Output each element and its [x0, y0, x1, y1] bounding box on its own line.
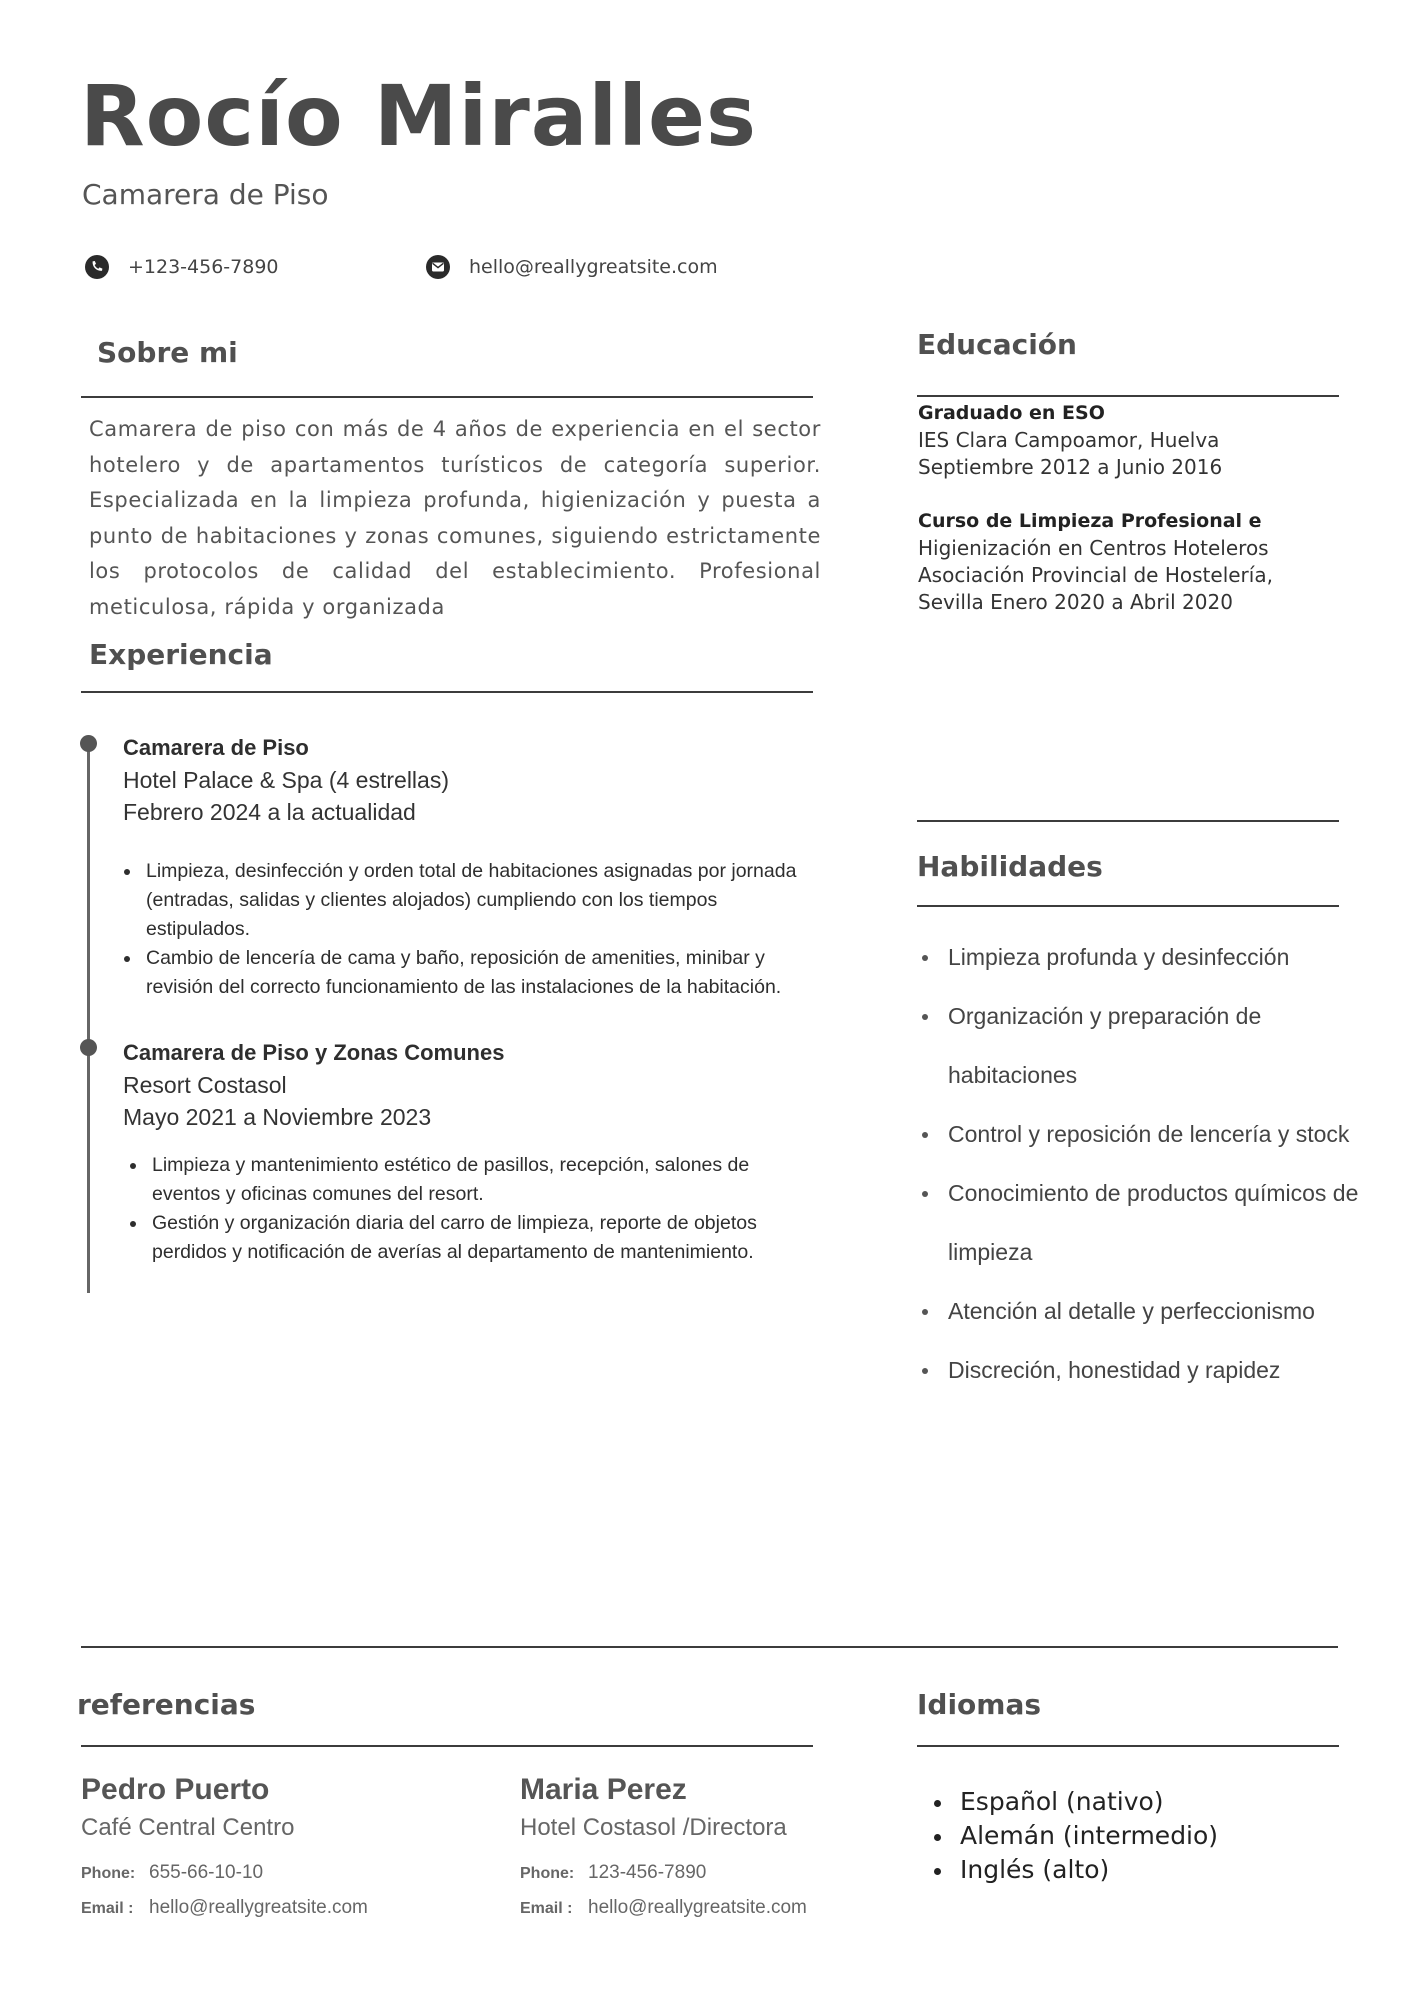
contact-email [425, 254, 718, 280]
education-item [918, 400, 1338, 481]
phone-number[interactable]: +123-456-7890 [128, 256, 279, 278]
reference-phone[interactable]: 655-66-10-10 [149, 1862, 264, 1883]
job-role: Camarera de Piso [82, 178, 329, 211]
languages-heading: Idiomas [917, 1688, 1042, 1721]
job-duties [128, 1151, 818, 1267]
education-line: Sevilla Enero 2020 a Abril 2020 [918, 590, 1233, 614]
education-line: IES Clara Campoamor, Huelva [918, 428, 1220, 452]
reference-org: Café Central Centro [81, 1814, 295, 1841]
experience-heading: Experiencia [89, 638, 273, 671]
language-item: Inglés (alto) [932, 1853, 1218, 1887]
references-heading: referencias [77, 1688, 256, 1721]
education-heading: Educación [917, 328, 1077, 361]
reference-name: Pedro Puerto [81, 1773, 270, 1806]
job-title: Camarera de Piso y Zonas Comunes [123, 1040, 505, 1065]
education-title: Curso de Limpieza Profesional e [918, 510, 1262, 532]
contact-phone [84, 254, 279, 280]
email-address[interactable]: hello@reallygreatsite.com [469, 256, 718, 278]
job-company: Resort Costasol [123, 1072, 287, 1098]
reference-phone-row [520, 1862, 706, 1884]
skill-item: Organización y preparación de habitaciones [920, 987, 1290, 1105]
candidate-name: Rocío Miralles [80, 67, 757, 165]
reference-phone[interactable]: 123-456-7890 [588, 1862, 707, 1883]
timeline-dot [80, 1039, 97, 1056]
skills-top-divider [917, 820, 1339, 822]
list-item: Limpieza, desinfección y orden total de habitaciones asignadas por jornada (entradas, salidas y clientes alojados) cumpliendo con los tiempos estipulados. [122, 857, 812, 944]
skill-item: Control y reposición de lencería y stock [920, 1105, 1390, 1164]
reference-email-row [81, 1897, 368, 1919]
about-divider [81, 396, 813, 398]
skill-item: Conocimiento de productos químicos de limpieza [920, 1164, 1370, 1282]
language-item: Español (nativo) [932, 1785, 1218, 1819]
phone-label: Phone: [81, 1865, 136, 1882]
languages-list [932, 1785, 1218, 1887]
job-company: Hotel Palace & Spa (4 estrellas) [123, 767, 449, 793]
education-line: Higienización en Centros Hoteleros [918, 536, 1269, 560]
education-divider [917, 395, 1339, 397]
reference-name: Maria Perez [520, 1773, 687, 1806]
list-item: Cambio de lencería de cama y baño, reposición de amenities, minibar y revisión del correcto funcionamiento de las instalaciones de la habitación. [122, 944, 812, 1002]
list-item: Gestión y organización diaria del carro de limpieza, reporte de objetos perdidos y notificación de averías al departamento de mantenimiento. [128, 1209, 818, 1267]
job-period: Febrero 2024 a la actualidad [123, 799, 416, 825]
skills-heading: Habilidades [917, 850, 1103, 883]
reference-org: Hotel Costasol /Directora [520, 1814, 787, 1841]
job-period: Mayo 2021 a Noviembre 2023 [123, 1104, 432, 1130]
reference-email[interactable]: hello@reallygreatsite.com [588, 1897, 807, 1918]
skill-item: Atención al detalle y perfeccionismo [920, 1282, 1390, 1341]
skill-item: Discreción, honestidad y rapidez [920, 1341, 1390, 1400]
about-heading: Sobre mi [97, 336, 238, 369]
education-line: Asociación Provincial de Hostelería, [918, 563, 1273, 587]
reference-email[interactable]: hello@reallygreatsite.com [149, 1897, 368, 1918]
about-text: Camarera de piso con más de 4 años de experiencia en el sector hotelero y de apartamentos turísticos de categoría superior. Especializada en la limpieza profunda, higienización y puesta a punto de habitaciones y zonas comunes, siguiendo estrictamente los protocolos de calidad del establecimiento. Profesional meticulosa, rápida y organizada [89, 417, 821, 619]
reference-email-row [520, 1897, 807, 1919]
education-line: Septiembre 2012 a Junio 2016 [918, 455, 1223, 479]
email-label: Email : [520, 1900, 573, 1917]
job-title: Camarera de Piso [123, 735, 309, 760]
skills-list [920, 928, 1390, 1400]
education-title: Graduado en ESO [918, 402, 1105, 424]
footer-divider [81, 1646, 1338, 1648]
education-item [918, 508, 1338, 616]
email-label: Email : [81, 1900, 134, 1917]
languages-divider [917, 1745, 1339, 1747]
reference-phone-row [81, 1862, 263, 1884]
mail-icon [425, 254, 451, 280]
list-item: Limpieza y mantenimiento estético de pasillos, recepción, salones de eventos y oficinas comunes del resort. [128, 1151, 818, 1209]
language-item: Alemán (intermedio) [932, 1819, 1218, 1853]
timeline-dot [80, 735, 97, 752]
references-divider [81, 1745, 813, 1747]
phone-icon [84, 254, 110, 280]
experience-divider [81, 691, 813, 693]
skills-divider [917, 905, 1339, 907]
experience-timeline [87, 742, 90, 1293]
phone-label: Phone: [520, 1865, 575, 1882]
job-duties [122, 857, 812, 1002]
skill-item: Limpieza profunda y desinfección [920, 928, 1390, 987]
